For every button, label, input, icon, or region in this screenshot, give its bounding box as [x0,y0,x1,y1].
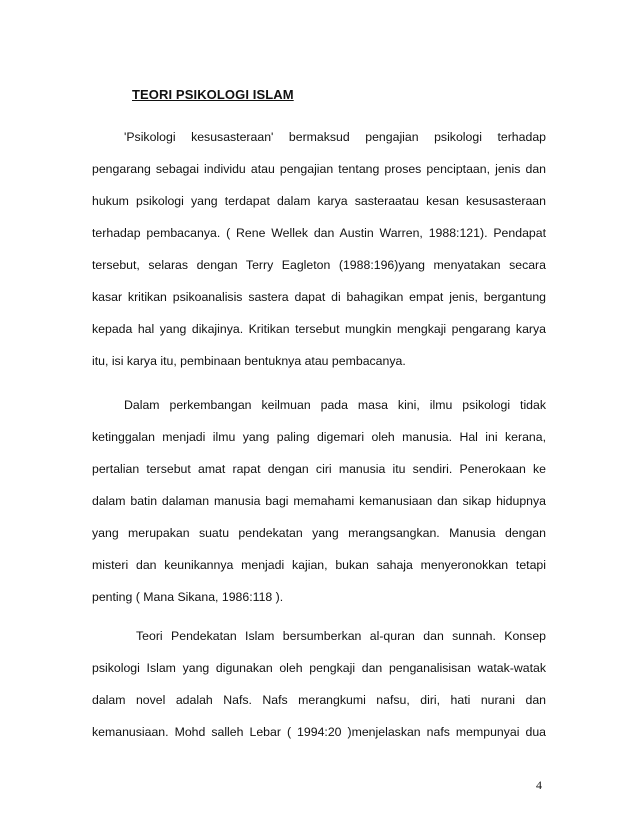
paragraph-2 [92,396,546,620]
paragraph-line: kasar kritikan psikoanalisis sastera dapat di bahagikan empat jenis, bergantung [92,290,546,304]
paragraph-line: pertalian tersebut amat rapat dengan ciri manusia itu sendiri. Penerokaan ke [92,462,546,476]
paragraph-line: hukum psikologi yang terdapat dalam karya sasteraatau kesan kesusasteraan [92,194,546,208]
paragraph-line: Teori Pendekatan Islam bersumberkan al-quran dan sunnah. Konsep [136,629,546,643]
document-title: TEORI PSIKOLOGI ISLAM [132,87,294,102]
paragraph-line: ketinggalan menjadi ilmu yang paling digemari oleh manusia. Hal ini kerana, [92,430,546,444]
paragraph-line: Dalam perkembangan keilmuan pada masa kini, ilmu psikologi tidak [124,398,546,412]
paragraph-line: penting ( Mana Sikana, 1986:118 ). [92,590,284,604]
paragraph-line: misteri dan keunikannya menjadi kajian, bukan sahaja menyeronokkan tetapi [92,558,546,572]
paragraph-1 [92,128,546,384]
paragraph-line: itu, isi karya itu, pembinaan bentuknya atau pembacanya. [92,354,406,368]
paragraph-line: yang merupakan suatu pendekatan yang merangsangkan. Manusia dengan [92,526,546,540]
paragraph-line: terhadap pembacanya. ( Rene Wellek dan Austin Warren, 1988:121). Pendapat [92,226,546,240]
paragraph-line: pengarang sebagai individu atau pengajian tentang proses penciptaan, jenis dan [92,162,546,176]
paragraph-line: kepada hal yang dikajinya. Kritikan tersebut mungkin mengkaji pengarang karya [92,322,546,336]
paragraph-3 [92,627,546,755]
paragraph-line: kemanusiaan. Mohd salleh Lebar ( 1994:20 )menjelaskan nafs mempunyai dua [92,725,546,739]
paragraph-line: dalam novel adalah Nafs. Nafs merangkumi nafsu, diri, hati nurani dan [92,693,546,707]
paragraph-line: tersebut, selaras dengan Terry Eagleton (1988:196)yang menyatakan secara [92,258,546,272]
paragraph-line: 'Psikologi kesusasteraan' bermaksud pengajian psikologi terhadap [124,130,546,144]
paragraph-line: dalam batin dalaman manusia bagi memahami kemanusiaan dan sikap hidupnya [92,494,546,508]
paragraph-line: psikologi Islam yang digunakan oleh pengkaji dan penganalisisan watak-watak [92,661,546,675]
page-number: 4 [536,778,542,792]
